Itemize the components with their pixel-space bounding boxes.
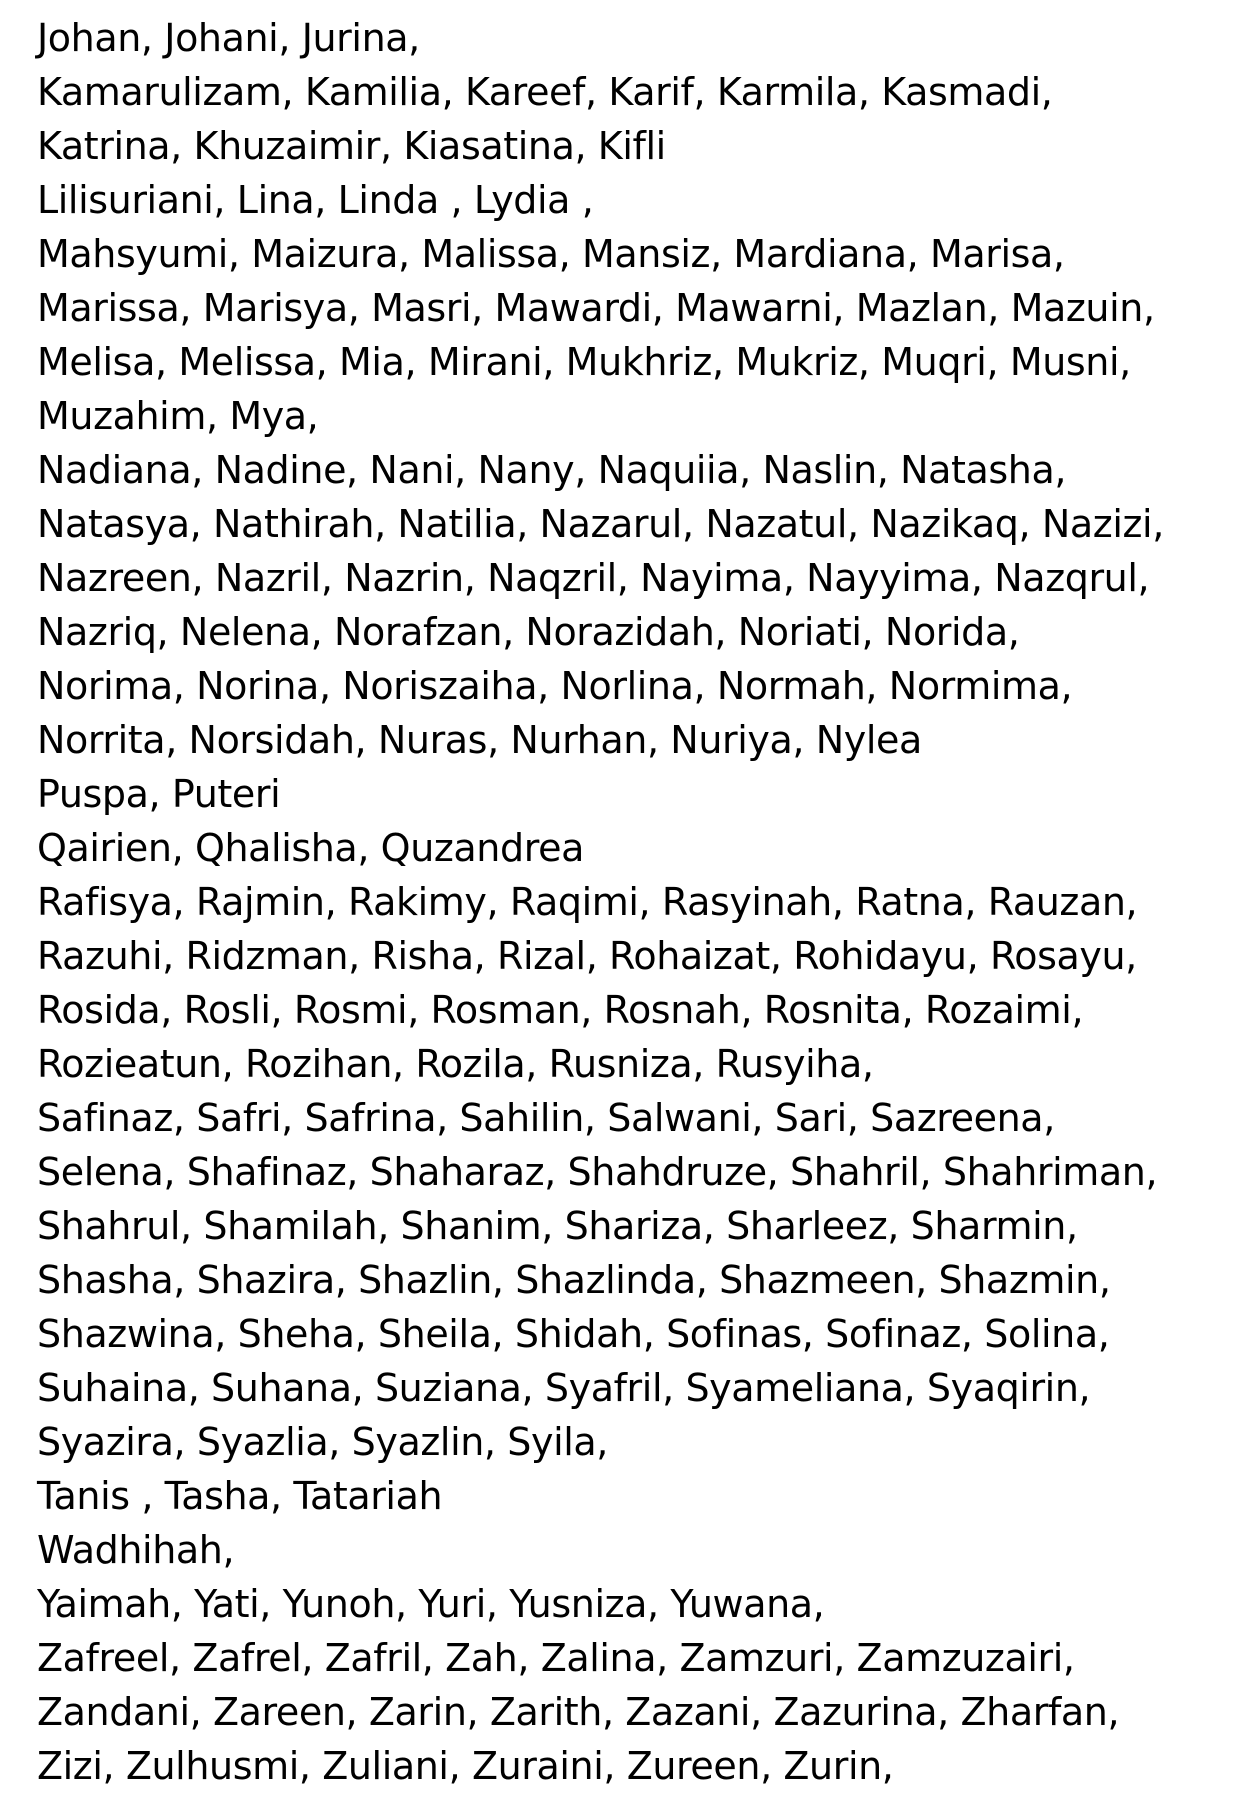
name-line: Kamarulizam, Kamilia, Kareef, Karif, Karmila, Kasmadi, [37,70,1053,114]
name-line: Natasya, Nathirah, Natilia, Nazarul, Nazatul, Nazikaq, Nazizi, [37,502,1164,546]
name-line: Rozieatun, Rozihan, Rozila, Rusniza, Rusyiha, [37,1042,874,1086]
name-line: Melisa, Melissa, Mia, Mirani, Mukhriz, Mukriz, Muqri, Musni, [37,340,1131,384]
name-line: Norrita, Norsidah, Nuras, Nurhan, Nuriya, Nylea [37,718,922,762]
name-line: Zizi, Zulhusmi, Zuliani, Zuraini, Zureen, Zurin, [37,1744,894,1788]
name-line: Shazwina, Sheha, Sheila, Shidah, Sofinas, Sofinaz, Solina, [37,1312,1110,1356]
name-line: Lilisuriani, Lina, Linda , Lydia , [37,178,594,222]
name-line: Shahrul, Shamilah, Shanim, Shariza, Sharleez, Sharmin, [37,1204,1078,1248]
name-line: Tanis , Tasha, Tatariah [37,1474,443,1518]
name-line: Razuhi, Ridzman, Risha, Rizal, Rohaizat, Rohidayu, Rosayu, [37,934,1137,978]
name-line: Selena, Shafinaz, Shaharaz, Shahdruze, Shahril, Shahriman, [37,1150,1158,1194]
name-line: Nazreen, Nazril, Nazrin, Naqzril, Nayima, Nayyima, Nazqrul, [37,556,1150,600]
name-line: Nazriq, Nelena, Norafzan, Norazidah, Noriati, Norida, [37,610,1020,654]
name-line: Puspa, Puteri [37,772,281,816]
name-line: Safinaz, Safri, Safrina, Sahilin, Salwani, Sari, Sazreena, [37,1096,1055,1140]
name-line: Marissa, Marisya, Masri, Mawardi, Mawarni, Mazlan, Mazuin, [37,286,1155,330]
name-line: Qairien, Qhalisha, Quzandrea [37,826,584,870]
name-line: Nadiana, Nadine, Nani, Nany, Naquiia, Naslin, Natasha, [37,448,1067,492]
name-line: Katrina, Khuzaimir, Kiasatina, Kifli [37,124,666,168]
name-line: Norima, Norina, Noriszaiha, Norlina, Normah, Normima, [37,664,1073,708]
name-line: Rafisya, Rajmin, Rakimy, Raqimi, Rasyinah, Ratna, Rauzan, [37,880,1138,924]
name-line: Shasha, Shazira, Shazlin, Shazlinda, Shazmeen, Shazmin, [37,1258,1111,1302]
name-line: Rosida, Rosli, Rosmi, Rosman, Rosnah, Rosnita, Rozaimi, [37,988,1084,1032]
name-line: Muzahim, Mya, [37,394,319,438]
name-line: Johan, Johani, Jurina, [37,16,420,60]
name-line: Mahsyumi, Maizura, Malissa, Mansiz, Mardiana, Marisa, [37,232,1065,276]
name-line: Zafreel, Zafrel, Zafril, Zah, Zalina, Zamzuri, Zamzuzairi, [37,1636,1075,1680]
name-line: Zandani, Zareen, Zarin, Zarith, Zazani, Zazurina, Zharfan, [37,1690,1120,1734]
name-line: Wadhihah, [37,1528,235,1572]
name-line: Suhaina, Suhana, Suziana, Syafril, Syameliana, Syaqirin, [37,1366,1091,1410]
name-line: Syazira, Syazlia, Syazlin, Syila, [37,1420,608,1464]
name-line: Yaimah, Yati, Yunoh, Yuri, Yusniza, Yuwana, [37,1582,825,1626]
